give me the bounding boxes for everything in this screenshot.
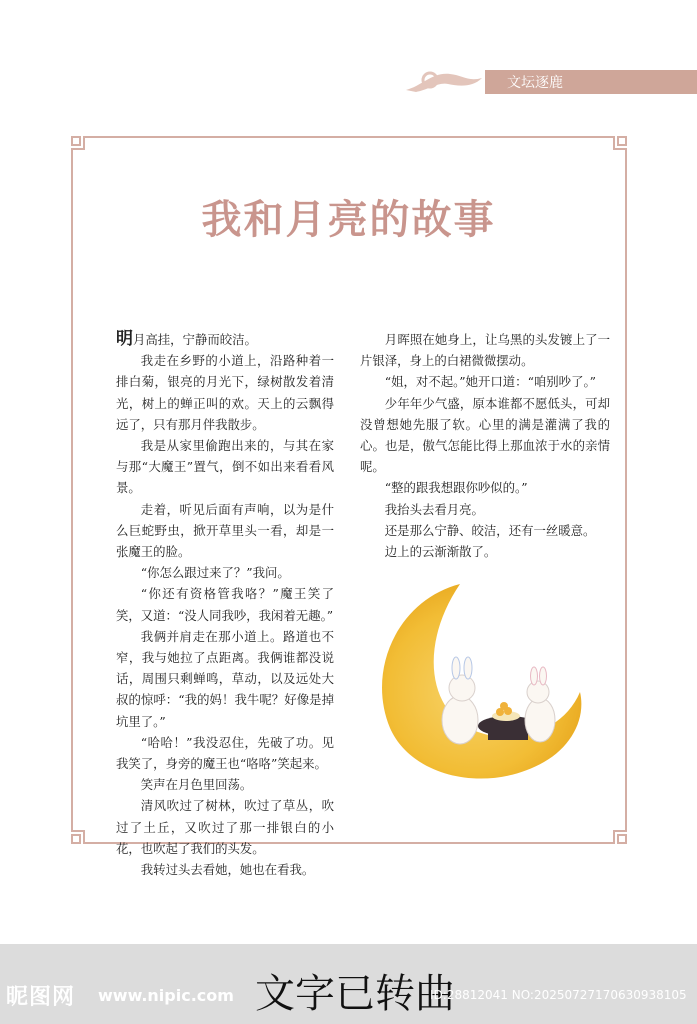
paragraph: 我转过头去看她，她也在看我。 [140,862,315,878]
rabbit-left-icon [442,657,478,744]
watermark-url: www.nipic.com [98,986,234,1005]
drop-cap: 明 [116,329,133,349]
section-tab [485,70,697,94]
paragraph: 笑声在月色里回荡。 [140,777,253,793]
paragraph: 还是那么宁静、皎洁，还有一丝暖意。 [384,522,596,538]
watermark-overlay-text: 文字已转曲 [255,971,455,1017]
article-title: 我和月亮的故事 [201,196,496,243]
paragraph: 边上的云渐渐散了。 [384,544,497,560]
paragraph: 我走在乡野的小道上，沿路种着一排白菊，银亮的月光下，绿树散发着清光，树上的蝉正叫的欢。天上的云飘得远了，只有那月伴我散步。 [116,353,334,432]
cloud-swirl-icon [402,64,492,98]
paragraph: 清风吹过了树林，吹过了草丛，吹过了土丘，又吹过了那一排银白的小花，也吹起了我们的头发。 [116,798,334,856]
paragraph: 月晖照在她身上，让乌黑的头发镀上了一片银泽，身上的白裙微微摆动。 [360,332,610,369]
paragraph: “哈哈！”我没忍住，先破了功。见我笑了，身旁的魔王也“咯咯”笑起来。 [116,734,334,772]
paragraph-opening: 明月高挂，宁静而皎洁。 [116,329,257,349]
paragraph: “整的跟我想跟你吵似的。” [384,480,528,496]
paragraph: “你怎么跟过来了？”我问。 [140,565,290,581]
paragraph: 我是从家里偷跑出来的，与其在家与那“大魔王”置气，倒不如出来看看风景。 [116,438,334,496]
paragraph: 我俩并肩走在那小道上。路道也不窄，我与她拉了点距离。我俩谁都没说话，周围只剩蝉鸣，草动，以及远处大叔的惊呼：“我的妈！我牛呢？好像是掉坑里了。” [116,628,334,729]
paragraph: 走着，听见后面有声响，以为是什么巨蛇野虫，掀开草里头一看，却是一张魔王的脸。 [116,501,334,560]
paragraph: 少年年少气盛，原本谁都不愿低头，可却没曾想她先服了软。心里的满是灌满了我的心。也是，傲气怎能比得上那血浓于水的亲情呢。 [360,395,610,475]
watermark-logo: 昵图网 [6,985,76,1010]
paragraph: “姐，对不起。”她开口道：“咱别吵了。” [384,374,596,390]
article-right-column [360,329,610,562]
paragraph: “你还有资格管我咯？”魔王笑了笑，又道：“没人同我吵，我闲着无趣。” [116,586,334,623]
rabbit-right-icon [525,667,555,742]
article-left-column [116,329,334,880]
section-tab-label: 文坛逐鹿 [507,75,563,91]
crescent-moon-illustration [368,580,588,785]
watermark-id: ID:28812041 NO:20250727170630938105 [430,988,687,1002]
paragraph: 我抬头去看月亮。 [384,501,484,517]
